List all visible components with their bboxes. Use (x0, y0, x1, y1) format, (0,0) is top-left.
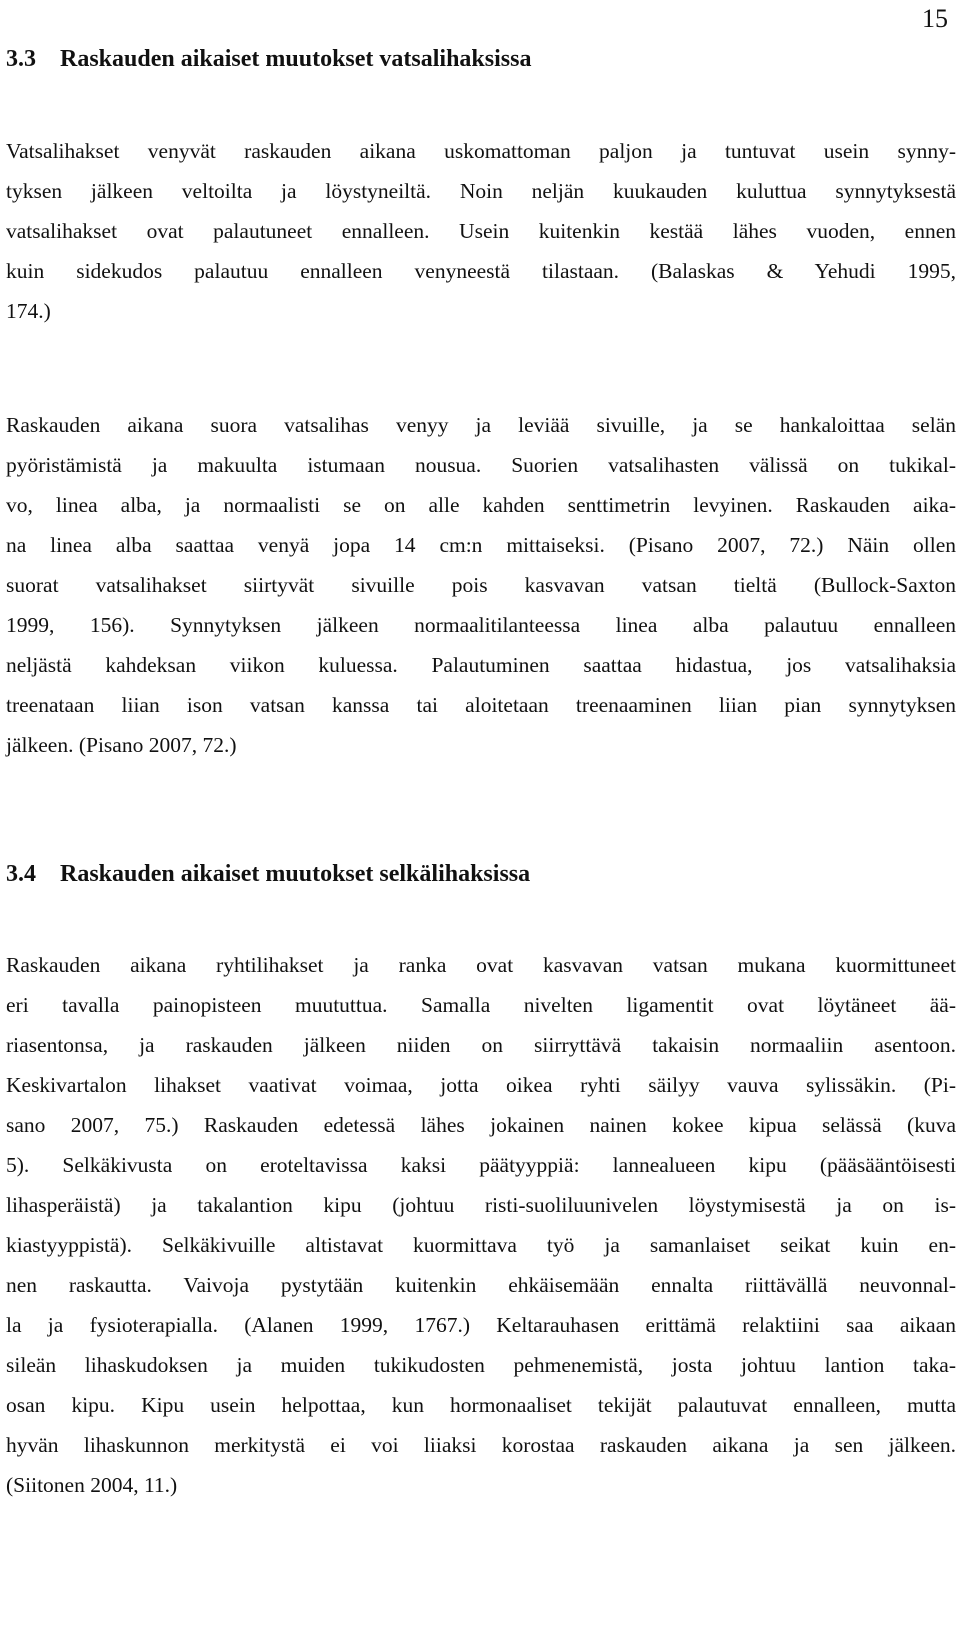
text-line: Vatsalihakset venyvät raskauden aikana uskomattoman paljon ja tuntuvat usein synny- (6, 139, 956, 163)
text-line: kuin sidekudos palautuu ennalleen venyneestä tilastaan. (Balaskas & Yehudi 1995, (6, 259, 956, 283)
text-line: (Siitonen 2004, 11.) (6, 1473, 178, 1497)
text-line: na linea alba saattaa venyä jopa 14 cm:n mittaiseksi. (Pisano 2007, 72.) Näin ollen (6, 533, 956, 557)
text-line: eri tavalla painopisteen muututtua. Samalla nivelten ligamentit ovat löytäneet ää- (6, 993, 956, 1017)
section-title: Raskauden aikaiset muutokset selkälihaksissa (60, 861, 531, 887)
paragraph (6, 405, 956, 765)
text-line: tyksen jälkeen veltoilta ja löystyneiltä. Noin neljän kuukauden kuluttua synnytyksestä (6, 179, 956, 203)
section-number: 3.4 (6, 861, 36, 887)
text-line: jälkeen. (Pisano 2007, 72.) (6, 733, 237, 757)
text-line: kiastyyppistä). Selkäkivuille altistavat kuormittava työ ja samanlaiset seikat kuin en- (6, 1233, 956, 1257)
section-title: Raskauden aikaiset muutokset vatsalihaksissa (60, 46, 532, 72)
section-number: 3.3 (6, 46, 36, 72)
section-heading-3-4 (6, 859, 530, 889)
section-heading-3-3 (6, 44, 531, 74)
text-line: sano 2007, 75.) Raskauden edetessä lähes jokainen nainen kokee kipua selässä (kuva (6, 1113, 956, 1137)
text-line: sileän lihaskudoksen ja muiden tukikudosten pehmenemistä, josta johtuu lantion taka- (6, 1353, 956, 1377)
text-line: suorat vatsalihakset siirtyvät sivuille pois kasvavan vatsan tieltä (Bullock-Saxton (6, 573, 956, 597)
text-line: Raskauden aikana suora vatsalihas venyy ja leviää sivuille, ja se hankaloittaa selän (6, 413, 956, 437)
text-line: Raskauden aikana ryhtilihakset ja ranka ovat kasvavan vatsan mukana kuormittuneet (6, 953, 956, 977)
page-number: 15 (922, 4, 948, 33)
text-line: pyöristämistä ja makuulta istumaan nousua. Suorien vatsalihasten välissä on tukikal- (6, 453, 956, 477)
text-line: vo, linea alba, ja normaalisti se on alle kahden senttimetrin levyinen. Raskauden aika- (6, 493, 956, 517)
text-line: 174.) (6, 299, 51, 323)
text-line: neljästä kahdeksan viikon kuluessa. Palautuminen saattaa hidastua, jos vatsalihaksia (6, 653, 956, 677)
text-line: vatsalihakset ovat palautuneet ennalleen. Usein kuitenkin kestää lähes vuoden, ennen (6, 219, 956, 243)
text-line: osan kipu. Kipu usein helpottaa, kun hormonaaliset tekijät palautuvat ennalleen, mutta (6, 1393, 956, 1417)
text-line: riasentonsa, ja raskauden jälkeen niiden on siirryttävä takaisin normaaliin asentoon. (6, 1033, 956, 1057)
paragraph (6, 131, 956, 331)
text-line: lihasperäistä) ja takalantion kipu (johtuu risti-suoliluunivelen löystymisestä ja on is- (6, 1193, 956, 1217)
text-line: nen raskautta. Vaivoja pystytään kuitenkin ehkäisemään ennalta riittävällä neuvonnal- (6, 1273, 956, 1297)
text-line: treenataan liian ison vatsan kanssa tai aloitetaan treenaaminen liian pian synnytyksen (6, 693, 956, 717)
text-line: 5). Selkäkivusta on eroteltavissa kaksi päätyyppiä: lannealueen kipu (pääsääntöisesti (6, 1153, 956, 1177)
text-line: Keskivartalon lihakset vaativat voimaa, jotta oikea ryhti säilyy vauva sylissäkin. (Pi- (6, 1073, 956, 1097)
text-line: la ja fysioterapialla. (Alanen 1999, 1767.) Keltarauhasen erittämä relaktiini saa aikaan (6, 1313, 956, 1337)
text-line: 1999, 156). Synnytyksen jälkeen normaalitilanteessa linea alba palautuu ennalleen (6, 613, 956, 637)
text-line: hyvän lihaskunnon merkitystä ei voi liiaksi korostaa raskauden aikana ja sen jälkeen. (6, 1433, 956, 1457)
paragraph (6, 945, 956, 1505)
